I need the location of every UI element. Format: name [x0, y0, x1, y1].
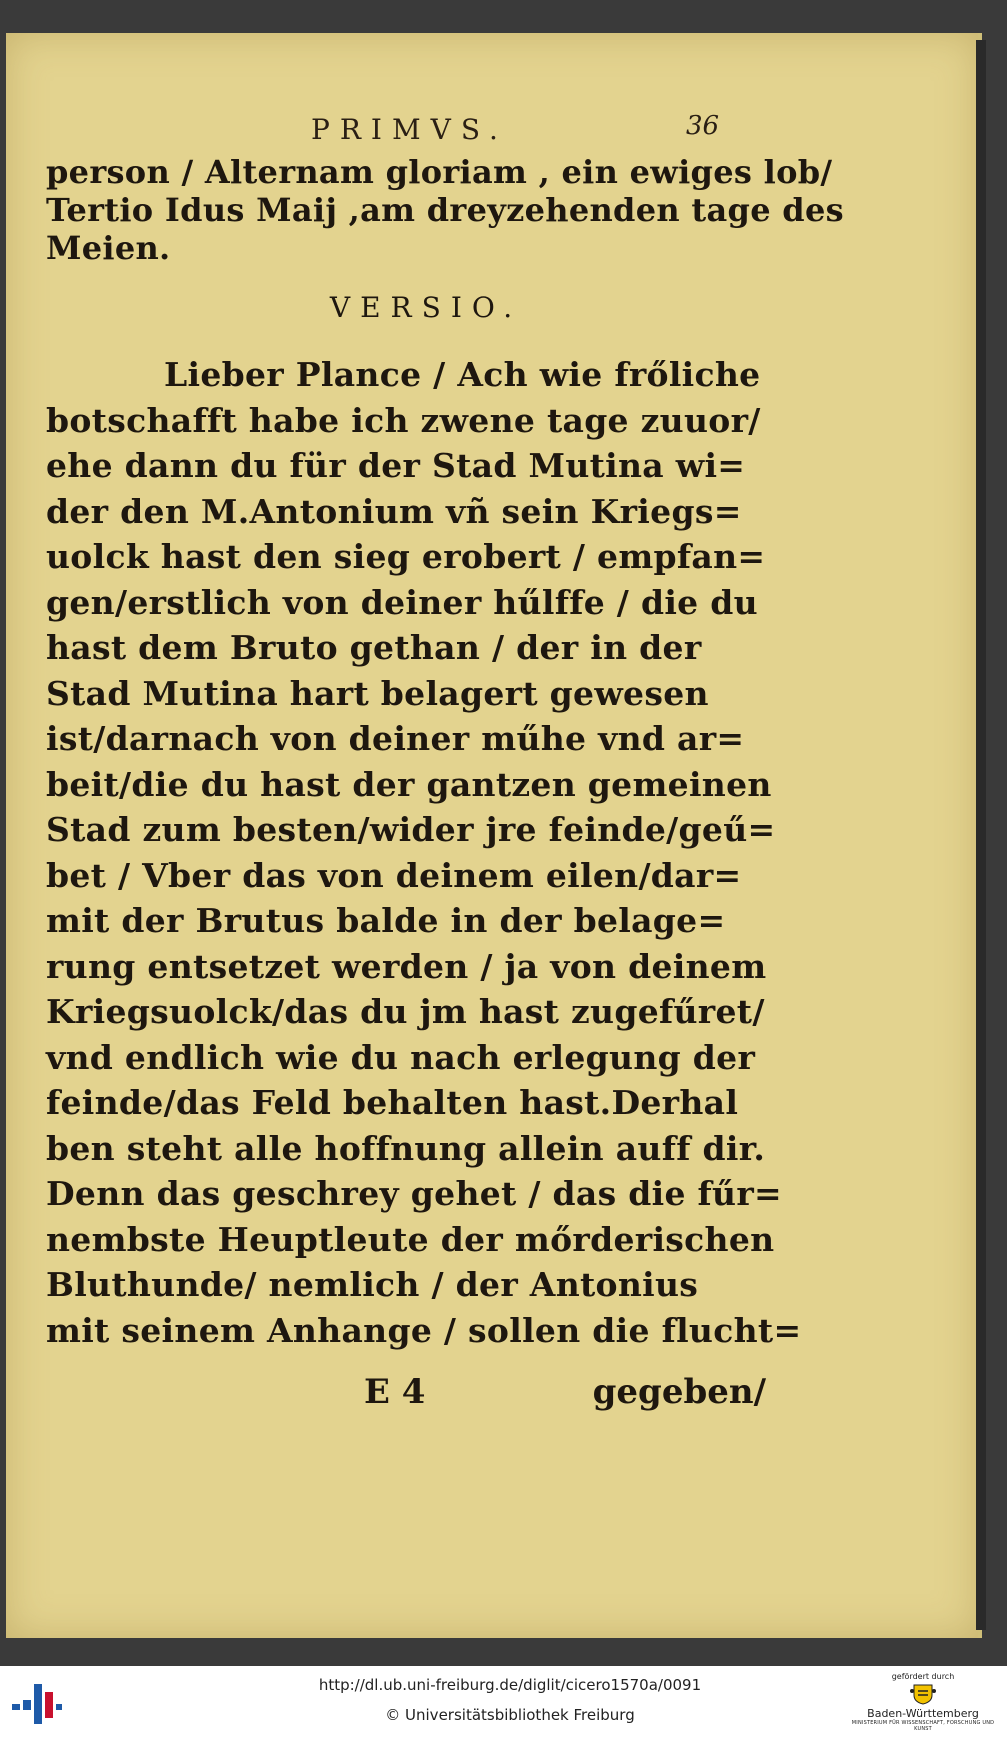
text-line: uolck hast den sieg erobert / empfan= — [46, 537, 766, 576]
text-line: bet / Vber das von deinem eilen/dar= — [46, 855, 742, 895]
text-line: ehe dann du für der Stad Mutina wi= — [46, 446, 746, 485]
page-edge — [976, 40, 986, 1630]
text-line: nembste Heuptleute der mőrderischen — [46, 1219, 775, 1259]
sponsor-name: Baden-Württemberg — [867, 1707, 979, 1720]
text-line: der den M.Antonium vñ sein Kriegs= — [46, 491, 742, 531]
text-line: Lieber Plance / Ach wie frőliche — [164, 355, 761, 394]
text-line: Stad Mutina hart belagert gewesen — [46, 673, 709, 713]
text-line: vnd endlich wie du nach erlegung der — [46, 1037, 756, 1077]
text-line: Meien. — [46, 229, 171, 267]
university-logo-icon — [12, 1682, 62, 1726]
sponsor-label: gefördert durch — [891, 1672, 955, 1681]
crest-icon — [910, 1683, 936, 1705]
text-line: mit seinem Anhange / sollen die flucht= — [46, 1310, 802, 1350]
body-text — [46, 352, 802, 1353]
text-line: hast dem Bruto gethan / der in der — [46, 628, 702, 667]
text-line: feinde/das Feld behalten hast.Derhal — [46, 1083, 739, 1122]
text-line: ist/darnach von deiner műhe vnd ar= — [46, 719, 745, 758]
text-block — [46, 153, 844, 1353]
text-line: person / Alternam gloriam , ein ewiges lob/ — [46, 153, 833, 191]
sponsor-logo — [848, 1672, 998, 1738]
signature-mark: E 4 — [364, 1372, 426, 1412]
text-line: Tertio Idus Maij ,am dreyzehenden tage des — [46, 191, 844, 229]
continued-lines — [46, 153, 844, 267]
section-title: VERSIO. — [329, 291, 523, 324]
viewer-footer — [0, 1666, 1007, 1740]
text-line: beit/die du hast der gantzen gemeinen — [46, 764, 772, 804]
text-line: ben steht alle hoffnung allein auff dir. — [46, 1128, 766, 1168]
text-line: rung entsetzet werden / ja von deinem — [46, 946, 767, 986]
text-line: Kriegsuolck/das du jm hast zugefűret/ — [46, 992, 765, 1031]
text-line: botschafft habe ich zwene tage zuuor/ — [46, 400, 761, 440]
text-line: Bluthunde/ nemlich / der Antonius — [46, 1265, 699, 1304]
folio-number: 36 — [686, 111, 720, 141]
sponsor-ministry: MINISTERIUM FÜR WISSENSCHAFT, FORSCHUNG UND KUNST — [851, 1720, 995, 1732]
text-line: Denn das geschrey gehet / das die fűr= — [46, 1174, 782, 1213]
copyright-notice: © Universitätsbibliothek Freiburg — [385, 1706, 635, 1724]
text-line: gen/erstlich von deiner hűlffe / die du — [46, 582, 758, 622]
catchword: gegeben/ — [592, 1372, 766, 1412]
permalink[interactable]: http://dl.ub.uni-freiburg.de/diglit/cicero1570a/0091 — [318, 1676, 702, 1694]
page-header — [6, 81, 978, 146]
text-line: mit der Brutus balde in der belage= — [46, 901, 726, 940]
book-page — [6, 33, 982, 1638]
running-head: PRIMVS. — [311, 113, 508, 146]
text-line: Stad zum besten/wider jre feinde/geű= — [46, 810, 776, 849]
catch-line — [46, 1372, 766, 1418]
